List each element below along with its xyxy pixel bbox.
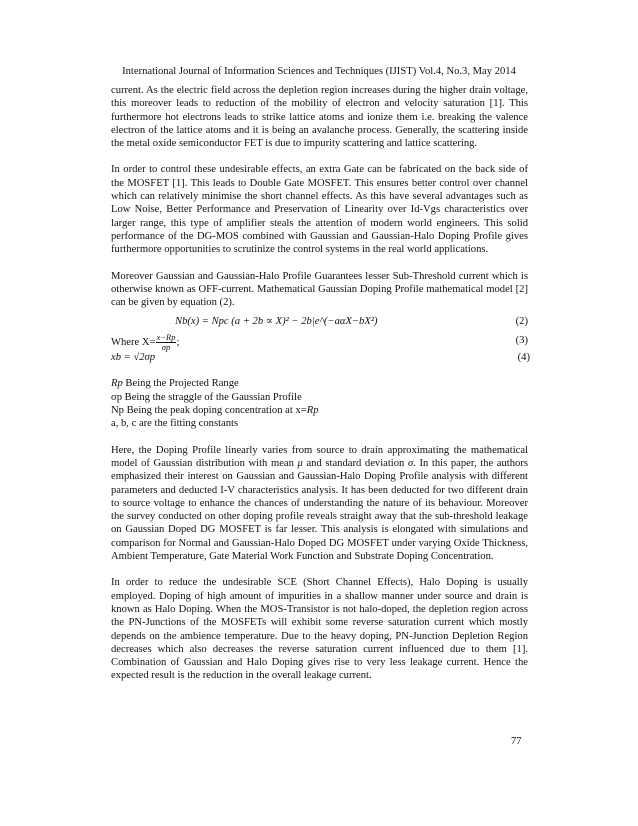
definition-rp-text: Being the Projected Range bbox=[122, 378, 239, 390]
definition-abc: a, b, c are the fitting constants bbox=[111, 418, 239, 430]
paragraph-4-c: . In this paper, the authors emphasized their interest on Gaussian and Gaussian-Halo Doping Profile analysis with different parameters and deducted I-V characteristics analysis. It has been deducted for two different drain to source voltage to enhance the chances of understanding the nature of its behaviour. Moreover the survey conducted on other doping profile reveals straight away that the sub-threshold leakage on Gaussian Doped DG MOSFET is far lesser. This analysis is elongated with simulations and comparison for Normal and Gaussian-Halo Doped DG MOSFET under varying Oxide Thickness, Ambient Temperature, Gate Material Work Function and Substrate Doping Concentration. bbox=[111, 457, 528, 563]
mu-symbol: μ bbox=[297, 457, 303, 469]
definition-np-text: Np Being the peak doping concentration at x= bbox=[111, 405, 307, 417]
equation-3-denominator: σp bbox=[161, 342, 171, 353]
definition-rp bbox=[111, 377, 528, 390]
sigma-symbol: σ bbox=[407, 457, 414, 469]
equation-3-number: (3) bbox=[515, 335, 528, 347]
equation-3-fraction bbox=[156, 332, 180, 353]
paragraph-2: In order to control these undesirable effects, an extra Gate can be fabricated on the back side of the MOSFET [1]. This leads to Double Gate MOSFET. This ensures better control over channel which can relatively minimise the short channel effects. As this have several advantages such as Low Noise, Better Performance and Preservation of Linearity over Id-Vgs characteristics over larger range, this type of amplifier steals the attention of modern world engineers. This solid performance of the DG-MOS combined with Gaussian and Gaussian-Halo Doping Profile gives furthermore opportunities to scrutinize the control systems in the real world applications. bbox=[111, 164, 528, 256]
paragraph-5: In order to reduce the undesirable SCE (Short Channel Effects), Halo Doping is usually employed. Doping of high amount of impurities in a shallow manner under source and drain is known as Halo Doping. When the MOS-Transistor is not halo-doped, the depletion region across the PN-Junctions of the MOSFETs will exhibit some reverse saturation current which mostly depends on the ambience temperature. Due to the heavy doping, PN-Junction Depletion Region decreases which also decreases the reverse saturation current influenced due to them [1]. Combination of Gaussian and Halo Doping gives rise to very less leakage current. Hence the expected result is the reduction in the overall leakage current. bbox=[111, 577, 528, 682]
equation-4-expression: xb = √2σp bbox=[111, 352, 156, 364]
journal-header: International Journal of Information Sciences and Techniques (IJIST) Vol.4, No.3, May 2014 bbox=[122, 66, 516, 77]
paragraph-1: current. As the electric field across the depletion region increases during the higher drain voltage, this moreover leads to reduction of the mobility of electron and velocity saturation [1]. This furthermore hot electrons leads to strike lattice atoms and ionize them i.e. breaking the valence electron of the lattice atoms and it is being an avalanche process. Generally, the scattering inside the metal oxide semiconductor FET is due to impurity scattering and lattice scattering. bbox=[111, 85, 528, 150]
equation-2-number: (2) bbox=[515, 316, 528, 328]
definition-sigma-p: σp Being the straggle of the Gaussian Profile bbox=[111, 391, 302, 403]
equation-3 bbox=[111, 331, 528, 351]
definition-np bbox=[111, 404, 528, 417]
paragraph-4-b: and standard deviation bbox=[302, 457, 408, 469]
symbol-rp-2: Rp bbox=[306, 405, 319, 417]
equation-4-number: (4) bbox=[517, 352, 530, 364]
equation-2 bbox=[111, 315, 528, 329]
paragraph-4-a: Here, the Doping Profile linearly varies from source to drain approximating the mathematical model of Gaussian distribution with mean bbox=[111, 444, 528, 469]
paragraph-3: Moreover Gaussian and Gaussian-Halo Profile Guarantees lesser Sub-Threshold current which is otherwise known as OFF-current. Mathematical Gaussian Doping Profile mathematical model [2] can be given by equation (2). bbox=[111, 270, 528, 309]
paragraph-4 bbox=[111, 444, 528, 564]
equation-2-expression: Nb(x) = Npc (a + 2b ∝ X)² − 2b|e^(−aαX−bX²) bbox=[175, 316, 378, 328]
symbol-definitions bbox=[111, 377, 528, 430]
page-number: 77 bbox=[511, 736, 522, 747]
equation-3-numerator: x−Rp bbox=[156, 332, 176, 343]
page-body bbox=[111, 84, 528, 696]
equation-3-suffix: ; bbox=[176, 337, 180, 349]
equation-4 bbox=[111, 351, 528, 365]
symbol-rp: Rp bbox=[111, 378, 123, 390]
equation-3-expression bbox=[111, 333, 179, 352]
equation-3-prefix: Where X= bbox=[111, 337, 156, 349]
